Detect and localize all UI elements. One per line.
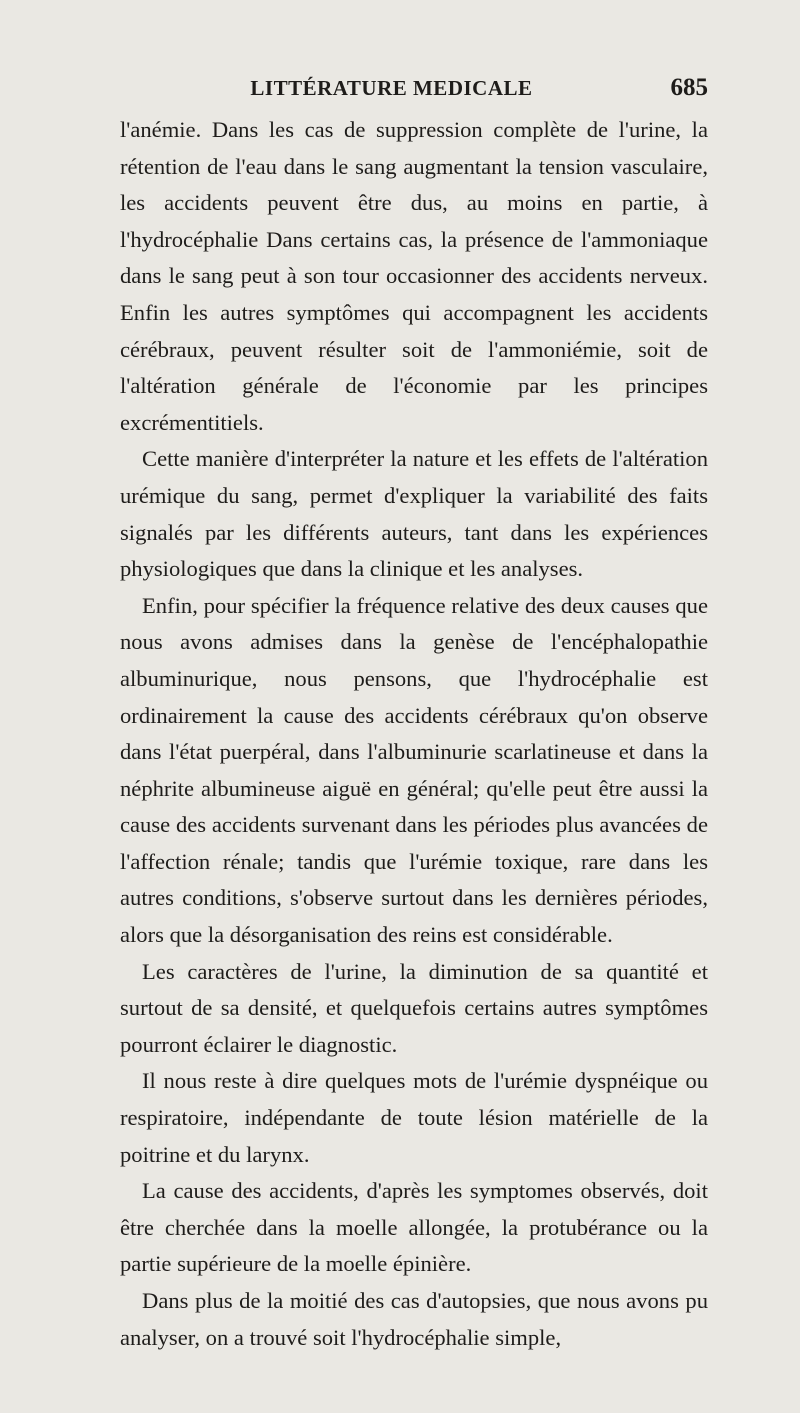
running-title: LITTÉRATURE MEDICALE bbox=[250, 76, 533, 100]
paragraph: Il nous reste à dire quelques mots de l'urémie dyspnéique ou respiratoire, indépendante de toute lésion matérielle de la poitrine et du larynx. bbox=[120, 1068, 708, 1167]
paragraph: Dans plus de la moitié des cas d'autopsies, que nous avons pu analyser, on a trouvé soit l'hydrocéphalie simple, bbox=[120, 1288, 708, 1350]
paragraph: Cette manière d'interpréter la nature et les effets de l'altération urémique du sang, permet d'expliquer la variabilité des faits signalés par les différents auteurs, tant dans les expériences physiologiques que dans la clinique et les analyses. bbox=[120, 446, 708, 582]
body-text bbox=[120, 112, 708, 1356]
paragraph: La cause des accidents, d'après les symptomes observés, doit être cherchée dans la moelle allongée, la protubérance ou la partie supérieure de la moelle épinière. bbox=[120, 1178, 708, 1277]
page-number: 685 bbox=[670, 74, 708, 101]
running-head bbox=[120, 74, 708, 110]
paragraph: l'anémie. Dans les cas de suppression complète de l'urine, la rétention de l'eau dans le sang augmentant la tension vasculaire, les accidents peuvent être dus, au moins en partie, à l'hydrocéphalie Dans certains cas, la présence de l'ammoniaque dans le sang peut à son tour occasionner des accidents nerveux. Enfin les autres symptômes qui accompagnent les accidents cérébraux, peuvent résulter soit de l'ammoniémie, soit de l'altération générale de l'économie par les principes excrémentitiels. bbox=[120, 117, 708, 435]
paragraph: Enfin, pour spécifier la fréquence relative des deux causes que nous avons admises dans la genèse de l'encéphalopathie albuminurique, nous pensons, que l'hydrocéphalie est ordinairement la cause des accidents cérébraux qu'on observe dans l'état puerpéral, dans l'albuminurie scarlatineuse et dans la néphrite albumineuse aiguë en général; qu'elle peut être aussi la cause des accidents survenant dans les périodes plus avancées de l'affection rénale; tandis que l'urémie toxique, rare dans les autres conditions, s'observe surtout dans les dernières périodes, alors que la désorganisation des reins est considérable. bbox=[120, 592, 708, 948]
paragraph: Les caractères de l'urine, la diminution de sa quantité et surtout de sa densité, et quelquefois certains autres symptômes pourront éclairer le diagnostic. bbox=[120, 958, 708, 1057]
